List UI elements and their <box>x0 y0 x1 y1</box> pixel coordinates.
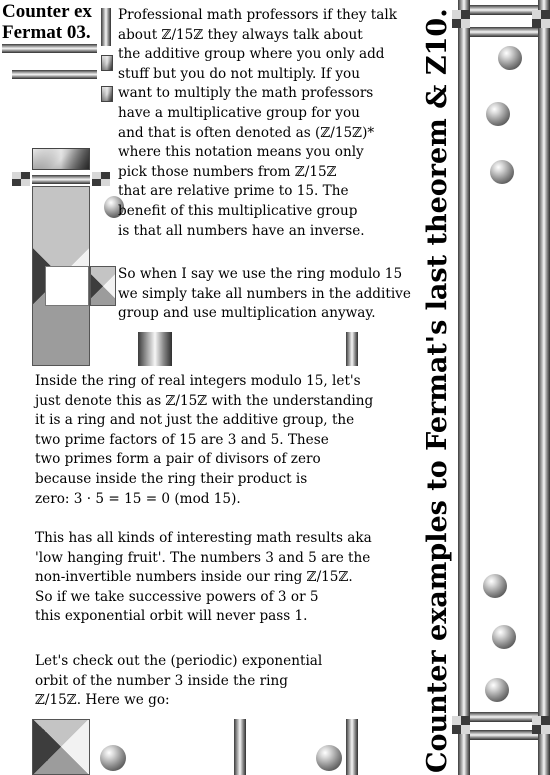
decor-tile <box>92 172 110 186</box>
decor-bar <box>32 175 90 184</box>
decor-bar <box>101 8 111 46</box>
decor-sphere <box>485 678 509 702</box>
page-title-line-2: Fermat 03. <box>2 22 91 43</box>
decor-bar <box>2 44 97 53</box>
decor-bar <box>234 719 246 775</box>
decor-bar <box>470 712 538 722</box>
decor-bar <box>470 27 538 37</box>
decor-sphere <box>316 745 342 771</box>
decor-bar <box>138 332 172 366</box>
decor-sphere <box>498 46 522 70</box>
page-title-line-1: Counter ex <box>2 1 92 22</box>
paragraph-intro: Professional math professors if they talk about ℤ/15ℤ they always talk about the additive group where you only add stuff but you do not multiply. If you want to multiply the math professors have a multiplicative group for you and that is often denoted as (ℤ/15ℤ)* where this notation means you only pick those numbers from ℤ/15ℤ that are relative prime to 15. The benefit of this multiplicative group is that all numbers have an inverse. <box>118 7 397 239</box>
decor-tile <box>532 10 550 28</box>
decor-bar <box>12 70 97 79</box>
decor-tile <box>101 55 113 71</box>
decor-bar <box>470 5 538 15</box>
decor-bar <box>538 0 550 775</box>
decor-tile <box>101 86 113 102</box>
decor-sphere <box>483 574 507 598</box>
decor-tile <box>45 266 89 306</box>
decor-bar <box>346 719 358 775</box>
decor-pyramid <box>32 719 90 775</box>
paragraph-ring: So when I say we use the ring modulo 15 we simply take all numbers in the additive group and use multiplication anyway. <box>118 266 411 322</box>
decor-bar <box>346 332 358 366</box>
decor-bar <box>458 0 470 775</box>
paragraph-orbit: Let's check out the (periodic) exponential orbit of the number 3 inside the ring ℤ/15ℤ. Here we go: <box>35 653 323 709</box>
decor-tile <box>32 148 90 170</box>
paragraph-consequences: This has all kinds of interesting math results aka 'low hanging fruit'. The numbers 3 and 5 are the non-invertible numbers inside our ring ℤ/15ℤ. So if we take successive powers of 3 or 5 this exponential orbit will never pass 1. <box>35 530 372 625</box>
decor-sphere <box>100 745 126 771</box>
page-title <box>2 1 100 43</box>
decor-tile <box>12 172 30 186</box>
decor-sphere <box>486 102 510 126</box>
decor-sphere <box>490 160 514 184</box>
decor-pyramid <box>90 266 116 306</box>
side-title: Counter examples to Fermat's last theorem & Z10. <box>422 8 453 773</box>
decor-tile <box>532 716 550 734</box>
paragraph-zero-divisors: Inside the ring of real integers modulo 15, let's just denote this as ℤ/15ℤ with the understanding it is a ring and not just the additive group, the two prime factors of 15 are 3 and 5. These two primes form a pair of divisors of zero because inside the ring their product is zero: 3 · 5 = 15 = 0 (mod 15). <box>35 373 374 507</box>
decor-bar <box>470 730 538 740</box>
decor-sphere <box>492 625 516 649</box>
